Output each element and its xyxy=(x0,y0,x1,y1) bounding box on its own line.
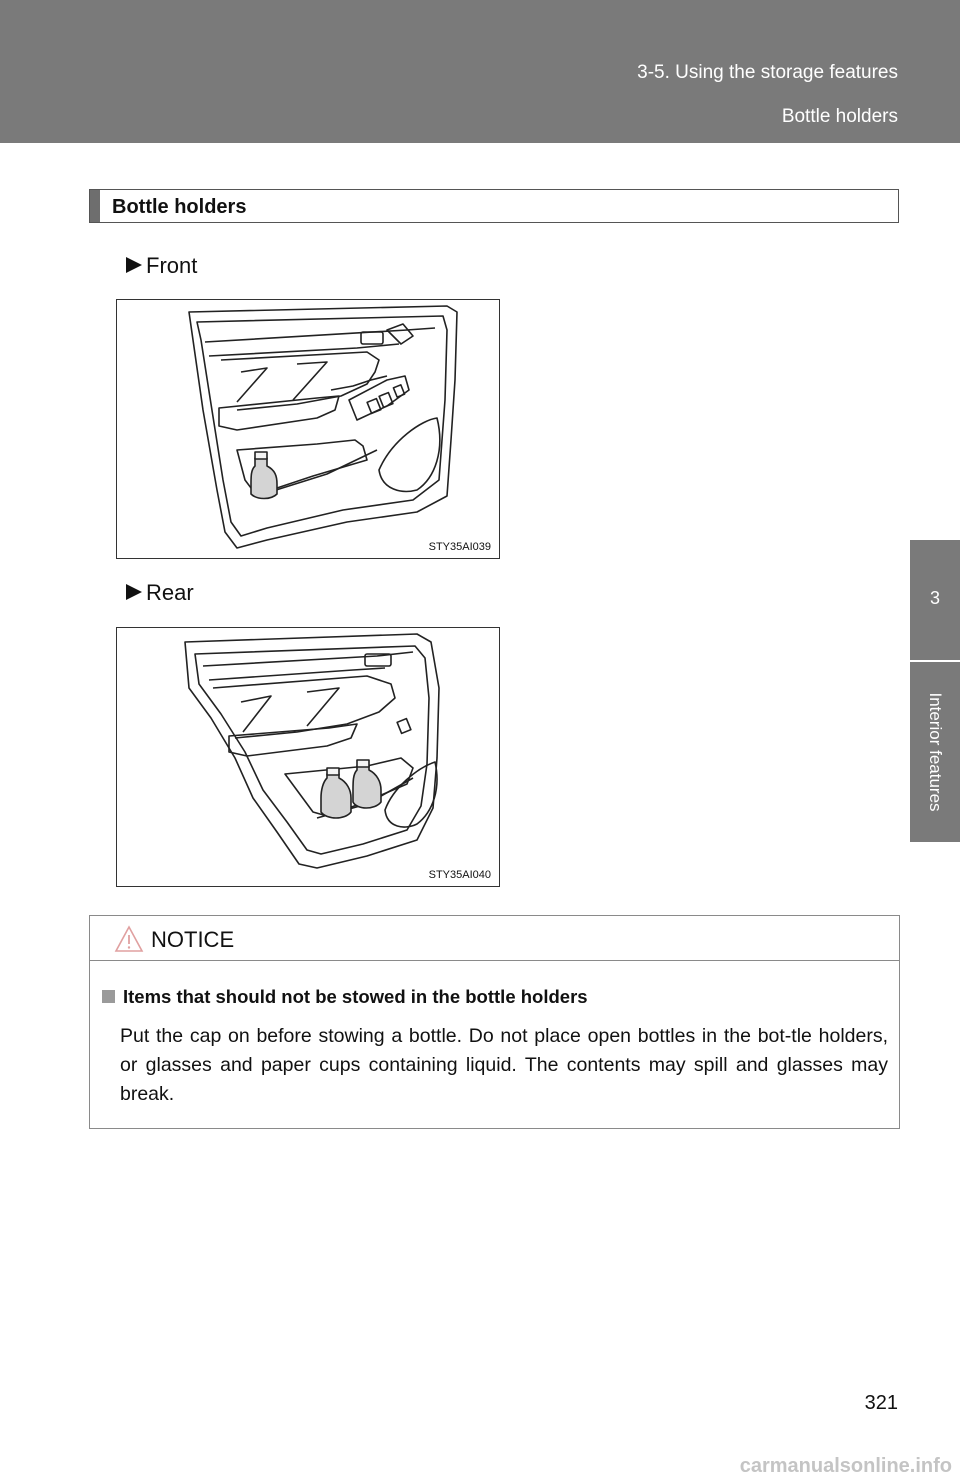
notice-label: NOTICE xyxy=(151,927,235,952)
chapter-tab-title xyxy=(910,662,960,842)
front-label: Front xyxy=(146,253,198,278)
rear-label: Rear xyxy=(146,580,194,605)
front-subheading xyxy=(124,253,197,279)
notice-item-heading xyxy=(102,986,588,1008)
header-topic-title: Bottle holders xyxy=(781,106,898,127)
header-section-title: 3-5. Using the storage features xyxy=(637,62,898,83)
watermark: carmanualsonline.info xyxy=(739,1455,952,1477)
rear-subheading xyxy=(124,580,194,606)
notice-item-body: Put the cap on before stowing a bottle. Do not place open bottles in the bot-tle holders, or glasses and paper cups containing liquid. The contents may spill and glasses may break. xyxy=(120,1025,888,1105)
pointer-arrow-icon xyxy=(124,255,144,275)
front-figure-code: STY35AI039 xyxy=(428,541,491,553)
front-door-figure xyxy=(116,299,500,559)
rear-door-illustration xyxy=(117,628,501,888)
section-heading xyxy=(89,189,899,223)
rear-door-figure xyxy=(116,627,500,887)
notice-box xyxy=(89,915,900,1129)
notice-header xyxy=(90,916,899,961)
square-bullet-icon xyxy=(102,990,115,1003)
front-door-illustration xyxy=(117,300,501,560)
chapter-number: 3 xyxy=(929,588,940,608)
chapter-tab-number xyxy=(910,540,960,660)
page-header xyxy=(0,0,960,143)
chapter-title: Interior features xyxy=(926,692,945,812)
rear-figure-code: STY35AI040 xyxy=(428,869,491,881)
section-heading-title: Bottle holders xyxy=(112,196,247,218)
warning-triangle-icon xyxy=(114,924,144,954)
section-heading-bar xyxy=(90,190,100,222)
page-number: 321 xyxy=(864,1392,898,1414)
pointer-arrow-icon xyxy=(124,582,144,602)
notice-item-title: Items that should not be stowed in the bottle holders xyxy=(123,986,588,1007)
